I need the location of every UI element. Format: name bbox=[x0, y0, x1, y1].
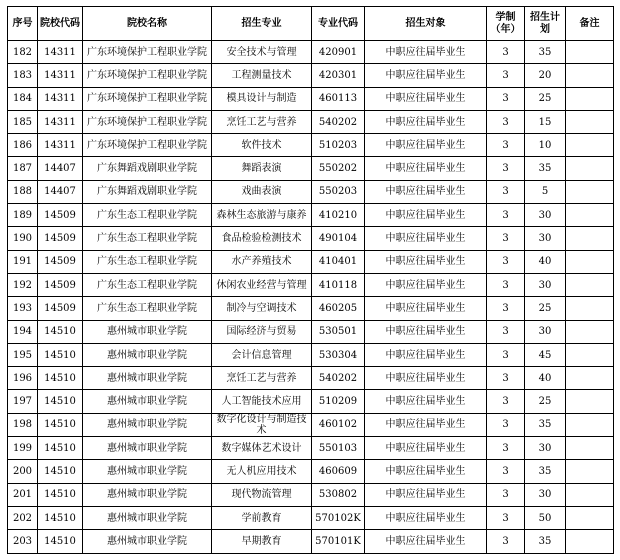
cell-duration-years: 3 bbox=[487, 250, 525, 273]
cell-target-students: 中职应往届毕业生 bbox=[365, 530, 487, 553]
cell-major-code: 530304 bbox=[312, 343, 365, 366]
cell-serial-number: 188 bbox=[8, 180, 38, 203]
cell-target-students: 中职应往届毕业生 bbox=[365, 413, 487, 436]
cell-serial-number: 191 bbox=[8, 250, 38, 273]
header-remarks: 备注 bbox=[566, 7, 614, 41]
cell-duration-years: 3 bbox=[487, 413, 525, 436]
cell-remarks bbox=[566, 110, 614, 133]
cell-major: 烹饪工艺与营养 bbox=[212, 367, 312, 390]
cell-target-students: 中职应往届毕业生 bbox=[365, 110, 487, 133]
cell-target-students: 中职应往届毕业生 bbox=[365, 297, 487, 320]
cell-duration-years: 3 bbox=[487, 273, 525, 296]
cell-remarks bbox=[566, 134, 614, 157]
table-header-row bbox=[8, 7, 614, 41]
cell-enrollment-plan: 50 bbox=[525, 506, 566, 529]
table-row bbox=[8, 343, 614, 366]
cell-enrollment-plan: 30 bbox=[525, 437, 566, 460]
cell-major: 学前教育 bbox=[212, 506, 312, 529]
cell-school-name: 广东舞蹈戏剧职业学院 bbox=[83, 180, 212, 203]
cell-school-name: 惠州城市职业学院 bbox=[83, 320, 212, 343]
cell-school-name: 惠州城市职业学院 bbox=[83, 506, 212, 529]
cell-remarks bbox=[566, 64, 614, 87]
table-row bbox=[8, 64, 614, 87]
cell-school-code: 14311 bbox=[38, 110, 83, 133]
cell-major-code: 420901 bbox=[312, 41, 365, 64]
table-row bbox=[8, 157, 614, 180]
table-row bbox=[8, 320, 614, 343]
cell-enrollment-plan: 25 bbox=[525, 390, 566, 413]
cell-target-students: 中职应往届毕业生 bbox=[365, 367, 487, 390]
table-row bbox=[8, 390, 614, 413]
cell-serial-number: 186 bbox=[8, 134, 38, 157]
cell-remarks bbox=[566, 157, 614, 180]
cell-major-code: 510203 bbox=[312, 134, 365, 157]
cell-enrollment-plan: 35 bbox=[525, 157, 566, 180]
cell-major-code: 530501 bbox=[312, 320, 365, 343]
cell-major: 戏曲表演 bbox=[212, 180, 312, 203]
enrollment-table bbox=[7, 6, 614, 554]
cell-school-code: 14510 bbox=[38, 437, 83, 460]
cell-enrollment-plan: 15 bbox=[525, 110, 566, 133]
cell-school-name: 惠州城市职业学院 bbox=[83, 390, 212, 413]
cell-major: 食品检验检测技术 bbox=[212, 227, 312, 250]
cell-serial-number: 184 bbox=[8, 87, 38, 110]
cell-target-students: 中职应往届毕业生 bbox=[365, 343, 487, 366]
cell-enrollment-plan: 30 bbox=[525, 204, 566, 227]
cell-major: 软件技术 bbox=[212, 134, 312, 157]
cell-duration-years: 3 bbox=[487, 320, 525, 343]
cell-enrollment-plan: 5 bbox=[525, 180, 566, 203]
cell-serial-number: 195 bbox=[8, 343, 38, 366]
header-school-name: 院校名称 bbox=[83, 7, 212, 41]
cell-school-code: 14311 bbox=[38, 64, 83, 87]
cell-duration-years: 3 bbox=[487, 437, 525, 460]
header-target-students: 招生对象 bbox=[365, 7, 487, 41]
cell-major-code: 550202 bbox=[312, 157, 365, 180]
cell-major-code: 540202 bbox=[312, 367, 365, 390]
cell-major: 休闲农业经营与管理 bbox=[212, 273, 312, 296]
cell-major-code: 410118 bbox=[312, 273, 365, 296]
cell-school-name: 广东生态工程职业学院 bbox=[83, 297, 212, 320]
cell-school-code: 14509 bbox=[38, 273, 83, 296]
header-major: 招生专业 bbox=[212, 7, 312, 41]
cell-major: 制冷与空调技术 bbox=[212, 297, 312, 320]
cell-enrollment-plan: 30 bbox=[525, 273, 566, 296]
cell-duration-years: 3 bbox=[487, 227, 525, 250]
cell-target-students: 中职应往届毕业生 bbox=[365, 437, 487, 460]
cell-school-name: 广东生态工程职业学院 bbox=[83, 204, 212, 227]
cell-duration-years: 3 bbox=[487, 483, 525, 506]
cell-school-name: 惠州城市职业学院 bbox=[83, 343, 212, 366]
cell-target-students: 中职应往届毕业生 bbox=[365, 64, 487, 87]
cell-major: 烹饪工艺与营养 bbox=[212, 110, 312, 133]
cell-duration-years: 3 bbox=[487, 180, 525, 203]
cell-enrollment-plan: 40 bbox=[525, 367, 566, 390]
cell-major: 现代物流管理 bbox=[212, 483, 312, 506]
table-row bbox=[8, 227, 614, 250]
cell-serial-number: 197 bbox=[8, 390, 38, 413]
cell-duration-years: 3 bbox=[487, 460, 525, 483]
cell-major-code: 410401 bbox=[312, 250, 365, 273]
cell-enrollment-plan: 30 bbox=[525, 483, 566, 506]
cell-duration-years: 3 bbox=[487, 157, 525, 180]
cell-duration-years: 3 bbox=[487, 506, 525, 529]
cell-enrollment-plan: 40 bbox=[525, 250, 566, 273]
cell-school-code: 14510 bbox=[38, 390, 83, 413]
table-row bbox=[8, 367, 614, 390]
cell-school-code: 14407 bbox=[38, 180, 83, 203]
cell-major-code: 570102K bbox=[312, 506, 365, 529]
cell-target-students: 中职应往届毕业生 bbox=[365, 320, 487, 343]
table-row bbox=[8, 41, 614, 64]
cell-school-code: 14510 bbox=[38, 367, 83, 390]
cell-enrollment-plan: 20 bbox=[525, 64, 566, 87]
table-row bbox=[8, 437, 614, 460]
cell-school-name: 广东舞蹈戏剧职业学院 bbox=[83, 157, 212, 180]
cell-enrollment-plan: 35 bbox=[525, 413, 566, 436]
cell-remarks bbox=[566, 87, 614, 110]
table-row bbox=[8, 180, 614, 203]
cell-serial-number: 189 bbox=[8, 204, 38, 227]
table-body bbox=[8, 41, 614, 554]
enrollment-table-container bbox=[7, 6, 614, 554]
cell-enrollment-plan: 45 bbox=[525, 343, 566, 366]
cell-target-students: 中职应往届毕业生 bbox=[365, 483, 487, 506]
table-row bbox=[8, 413, 614, 436]
cell-serial-number: 182 bbox=[8, 41, 38, 64]
cell-major-code: 530802 bbox=[312, 483, 365, 506]
cell-enrollment-plan: 30 bbox=[525, 227, 566, 250]
header-major-code: 专业代码 bbox=[312, 7, 365, 41]
cell-school-code: 14510 bbox=[38, 460, 83, 483]
cell-school-code: 14311 bbox=[38, 41, 83, 64]
cell-enrollment-plan: 35 bbox=[525, 460, 566, 483]
cell-target-students: 中职应往届毕业生 bbox=[365, 134, 487, 157]
cell-target-students: 中职应往届毕业生 bbox=[365, 250, 487, 273]
cell-major: 森林生态旅游与康养 bbox=[212, 204, 312, 227]
cell-school-code: 14510 bbox=[38, 413, 83, 436]
cell-major: 会计信息管理 bbox=[212, 343, 312, 366]
cell-enrollment-plan: 35 bbox=[525, 530, 566, 553]
cell-enrollment-plan: 10 bbox=[525, 134, 566, 157]
cell-school-code: 14311 bbox=[38, 87, 83, 110]
cell-remarks bbox=[566, 506, 614, 529]
cell-school-code: 14510 bbox=[38, 530, 83, 553]
cell-remarks bbox=[566, 320, 614, 343]
cell-duration-years: 3 bbox=[487, 87, 525, 110]
cell-remarks bbox=[566, 413, 614, 436]
table-row bbox=[8, 483, 614, 506]
cell-major: 无人机应用技术 bbox=[212, 460, 312, 483]
cell-serial-number: 193 bbox=[8, 297, 38, 320]
cell-school-name: 广东环境保护工程职业学院 bbox=[83, 134, 212, 157]
cell-remarks bbox=[566, 460, 614, 483]
cell-remarks bbox=[566, 343, 614, 366]
cell-major: 数字化设计与制造技术 bbox=[212, 413, 312, 436]
cell-school-name: 广东生态工程职业学院 bbox=[83, 250, 212, 273]
table-row bbox=[8, 110, 614, 133]
cell-major: 安全技术与管理 bbox=[212, 41, 312, 64]
cell-serial-number: 190 bbox=[8, 227, 38, 250]
cell-target-students: 中职应往届毕业生 bbox=[365, 227, 487, 250]
cell-target-students: 中职应往届毕业生 bbox=[365, 157, 487, 180]
cell-school-name: 惠州城市职业学院 bbox=[83, 413, 212, 436]
cell-school-name: 惠州城市职业学院 bbox=[83, 460, 212, 483]
cell-duration-years: 3 bbox=[487, 134, 525, 157]
cell-major-code: 420301 bbox=[312, 64, 365, 87]
table-row bbox=[8, 87, 614, 110]
cell-serial-number: 183 bbox=[8, 64, 38, 87]
cell-remarks bbox=[566, 204, 614, 227]
cell-remarks bbox=[566, 227, 614, 250]
cell-major-code: 460609 bbox=[312, 460, 365, 483]
cell-major-code: 510209 bbox=[312, 390, 365, 413]
cell-remarks bbox=[566, 483, 614, 506]
cell-serial-number: 196 bbox=[8, 367, 38, 390]
cell-school-name: 惠州城市职业学院 bbox=[83, 530, 212, 553]
cell-duration-years: 3 bbox=[487, 204, 525, 227]
cell-target-students: 中职应往届毕业生 bbox=[365, 460, 487, 483]
cell-serial-number: 194 bbox=[8, 320, 38, 343]
cell-remarks bbox=[566, 367, 614, 390]
cell-school-code: 14509 bbox=[38, 204, 83, 227]
cell-major: 早期教育 bbox=[212, 530, 312, 553]
cell-school-name: 广东环境保护工程职业学院 bbox=[83, 110, 212, 133]
table-row bbox=[8, 460, 614, 483]
cell-major: 人工智能技术应用 bbox=[212, 390, 312, 413]
cell-major-code: 460113 bbox=[312, 87, 365, 110]
cell-major: 模具设计与制造 bbox=[212, 87, 312, 110]
cell-major-code: 410210 bbox=[312, 204, 365, 227]
cell-remarks bbox=[566, 41, 614, 64]
cell-school-name: 广东环境保护工程职业学院 bbox=[83, 64, 212, 87]
cell-school-name: 惠州城市职业学院 bbox=[83, 437, 212, 460]
header-duration-years: 学制（年） bbox=[487, 7, 525, 41]
cell-major: 水产养殖技术 bbox=[212, 250, 312, 273]
cell-major-code: 550203 bbox=[312, 180, 365, 203]
cell-major-code: 540202 bbox=[312, 110, 365, 133]
table-row bbox=[8, 506, 614, 529]
cell-duration-years: 3 bbox=[487, 64, 525, 87]
table-row bbox=[8, 134, 614, 157]
table-row bbox=[8, 204, 614, 227]
cell-school-name: 广东生态工程职业学院 bbox=[83, 273, 212, 296]
table-row bbox=[8, 250, 614, 273]
cell-major: 舞蹈表演 bbox=[212, 157, 312, 180]
cell-target-students: 中职应往届毕业生 bbox=[365, 273, 487, 296]
cell-target-students: 中职应往届毕业生 bbox=[365, 180, 487, 203]
cell-remarks bbox=[566, 180, 614, 203]
header-serial-number: 序号 bbox=[8, 7, 38, 41]
cell-target-students: 中职应往届毕业生 bbox=[365, 87, 487, 110]
cell-school-code: 14510 bbox=[38, 320, 83, 343]
cell-remarks bbox=[566, 437, 614, 460]
cell-major-code: 490104 bbox=[312, 227, 365, 250]
header-enrollment-plan: 招生计划 bbox=[525, 7, 566, 41]
cell-school-code: 14510 bbox=[38, 483, 83, 506]
cell-major-code: 550103 bbox=[312, 437, 365, 460]
cell-remarks bbox=[566, 250, 614, 273]
cell-serial-number: 192 bbox=[8, 273, 38, 296]
cell-school-name: 广东生态工程职业学院 bbox=[83, 227, 212, 250]
cell-remarks bbox=[566, 530, 614, 553]
cell-target-students: 中职应往届毕业生 bbox=[365, 41, 487, 64]
cell-serial-number: 199 bbox=[8, 437, 38, 460]
cell-enrollment-plan: 25 bbox=[525, 297, 566, 320]
header-school-code: 院校代码 bbox=[38, 7, 83, 41]
cell-school-name: 广东环境保护工程职业学院 bbox=[83, 87, 212, 110]
cell-serial-number: 185 bbox=[8, 110, 38, 133]
cell-major-code: 570101K bbox=[312, 530, 365, 553]
cell-duration-years: 3 bbox=[487, 367, 525, 390]
cell-school-code: 14509 bbox=[38, 227, 83, 250]
cell-school-code: 14311 bbox=[38, 134, 83, 157]
cell-school-code: 14510 bbox=[38, 343, 83, 366]
cell-serial-number: 187 bbox=[8, 157, 38, 180]
cell-school-name: 惠州城市职业学院 bbox=[83, 483, 212, 506]
cell-school-name: 广东环境保护工程职业学院 bbox=[83, 41, 212, 64]
cell-serial-number: 200 bbox=[8, 460, 38, 483]
cell-enrollment-plan: 35 bbox=[525, 41, 566, 64]
cell-major-code: 460205 bbox=[312, 297, 365, 320]
cell-serial-number: 203 bbox=[8, 530, 38, 553]
cell-school-code: 14509 bbox=[38, 250, 83, 273]
cell-serial-number: 201 bbox=[8, 483, 38, 506]
table-row bbox=[8, 273, 614, 296]
cell-duration-years: 3 bbox=[487, 41, 525, 64]
cell-target-students: 中职应往届毕业生 bbox=[365, 390, 487, 413]
cell-enrollment-plan: 30 bbox=[525, 320, 566, 343]
cell-school-code: 14407 bbox=[38, 157, 83, 180]
cell-remarks bbox=[566, 273, 614, 296]
cell-target-students: 中职应往届毕业生 bbox=[365, 204, 487, 227]
cell-major: 数字媒体艺术设计 bbox=[212, 437, 312, 460]
table-row bbox=[8, 297, 614, 320]
cell-duration-years: 3 bbox=[487, 343, 525, 366]
cell-target-students: 中职应往届毕业生 bbox=[365, 506, 487, 529]
cell-serial-number: 198 bbox=[8, 413, 38, 436]
cell-school-name: 惠州城市职业学院 bbox=[83, 367, 212, 390]
cell-duration-years: 3 bbox=[487, 297, 525, 320]
cell-remarks bbox=[566, 390, 614, 413]
cell-serial-number: 202 bbox=[8, 506, 38, 529]
cell-major: 国际经济与贸易 bbox=[212, 320, 312, 343]
cell-remarks bbox=[566, 297, 614, 320]
table-row bbox=[8, 530, 614, 553]
cell-school-code: 14510 bbox=[38, 506, 83, 529]
cell-major: 工程测量技术 bbox=[212, 64, 312, 87]
cell-enrollment-plan: 25 bbox=[525, 87, 566, 110]
cell-school-code: 14509 bbox=[38, 297, 83, 320]
cell-duration-years: 3 bbox=[487, 110, 525, 133]
cell-major-code: 460102 bbox=[312, 413, 365, 436]
cell-duration-years: 3 bbox=[487, 530, 525, 553]
cell-duration-years: 3 bbox=[487, 390, 525, 413]
